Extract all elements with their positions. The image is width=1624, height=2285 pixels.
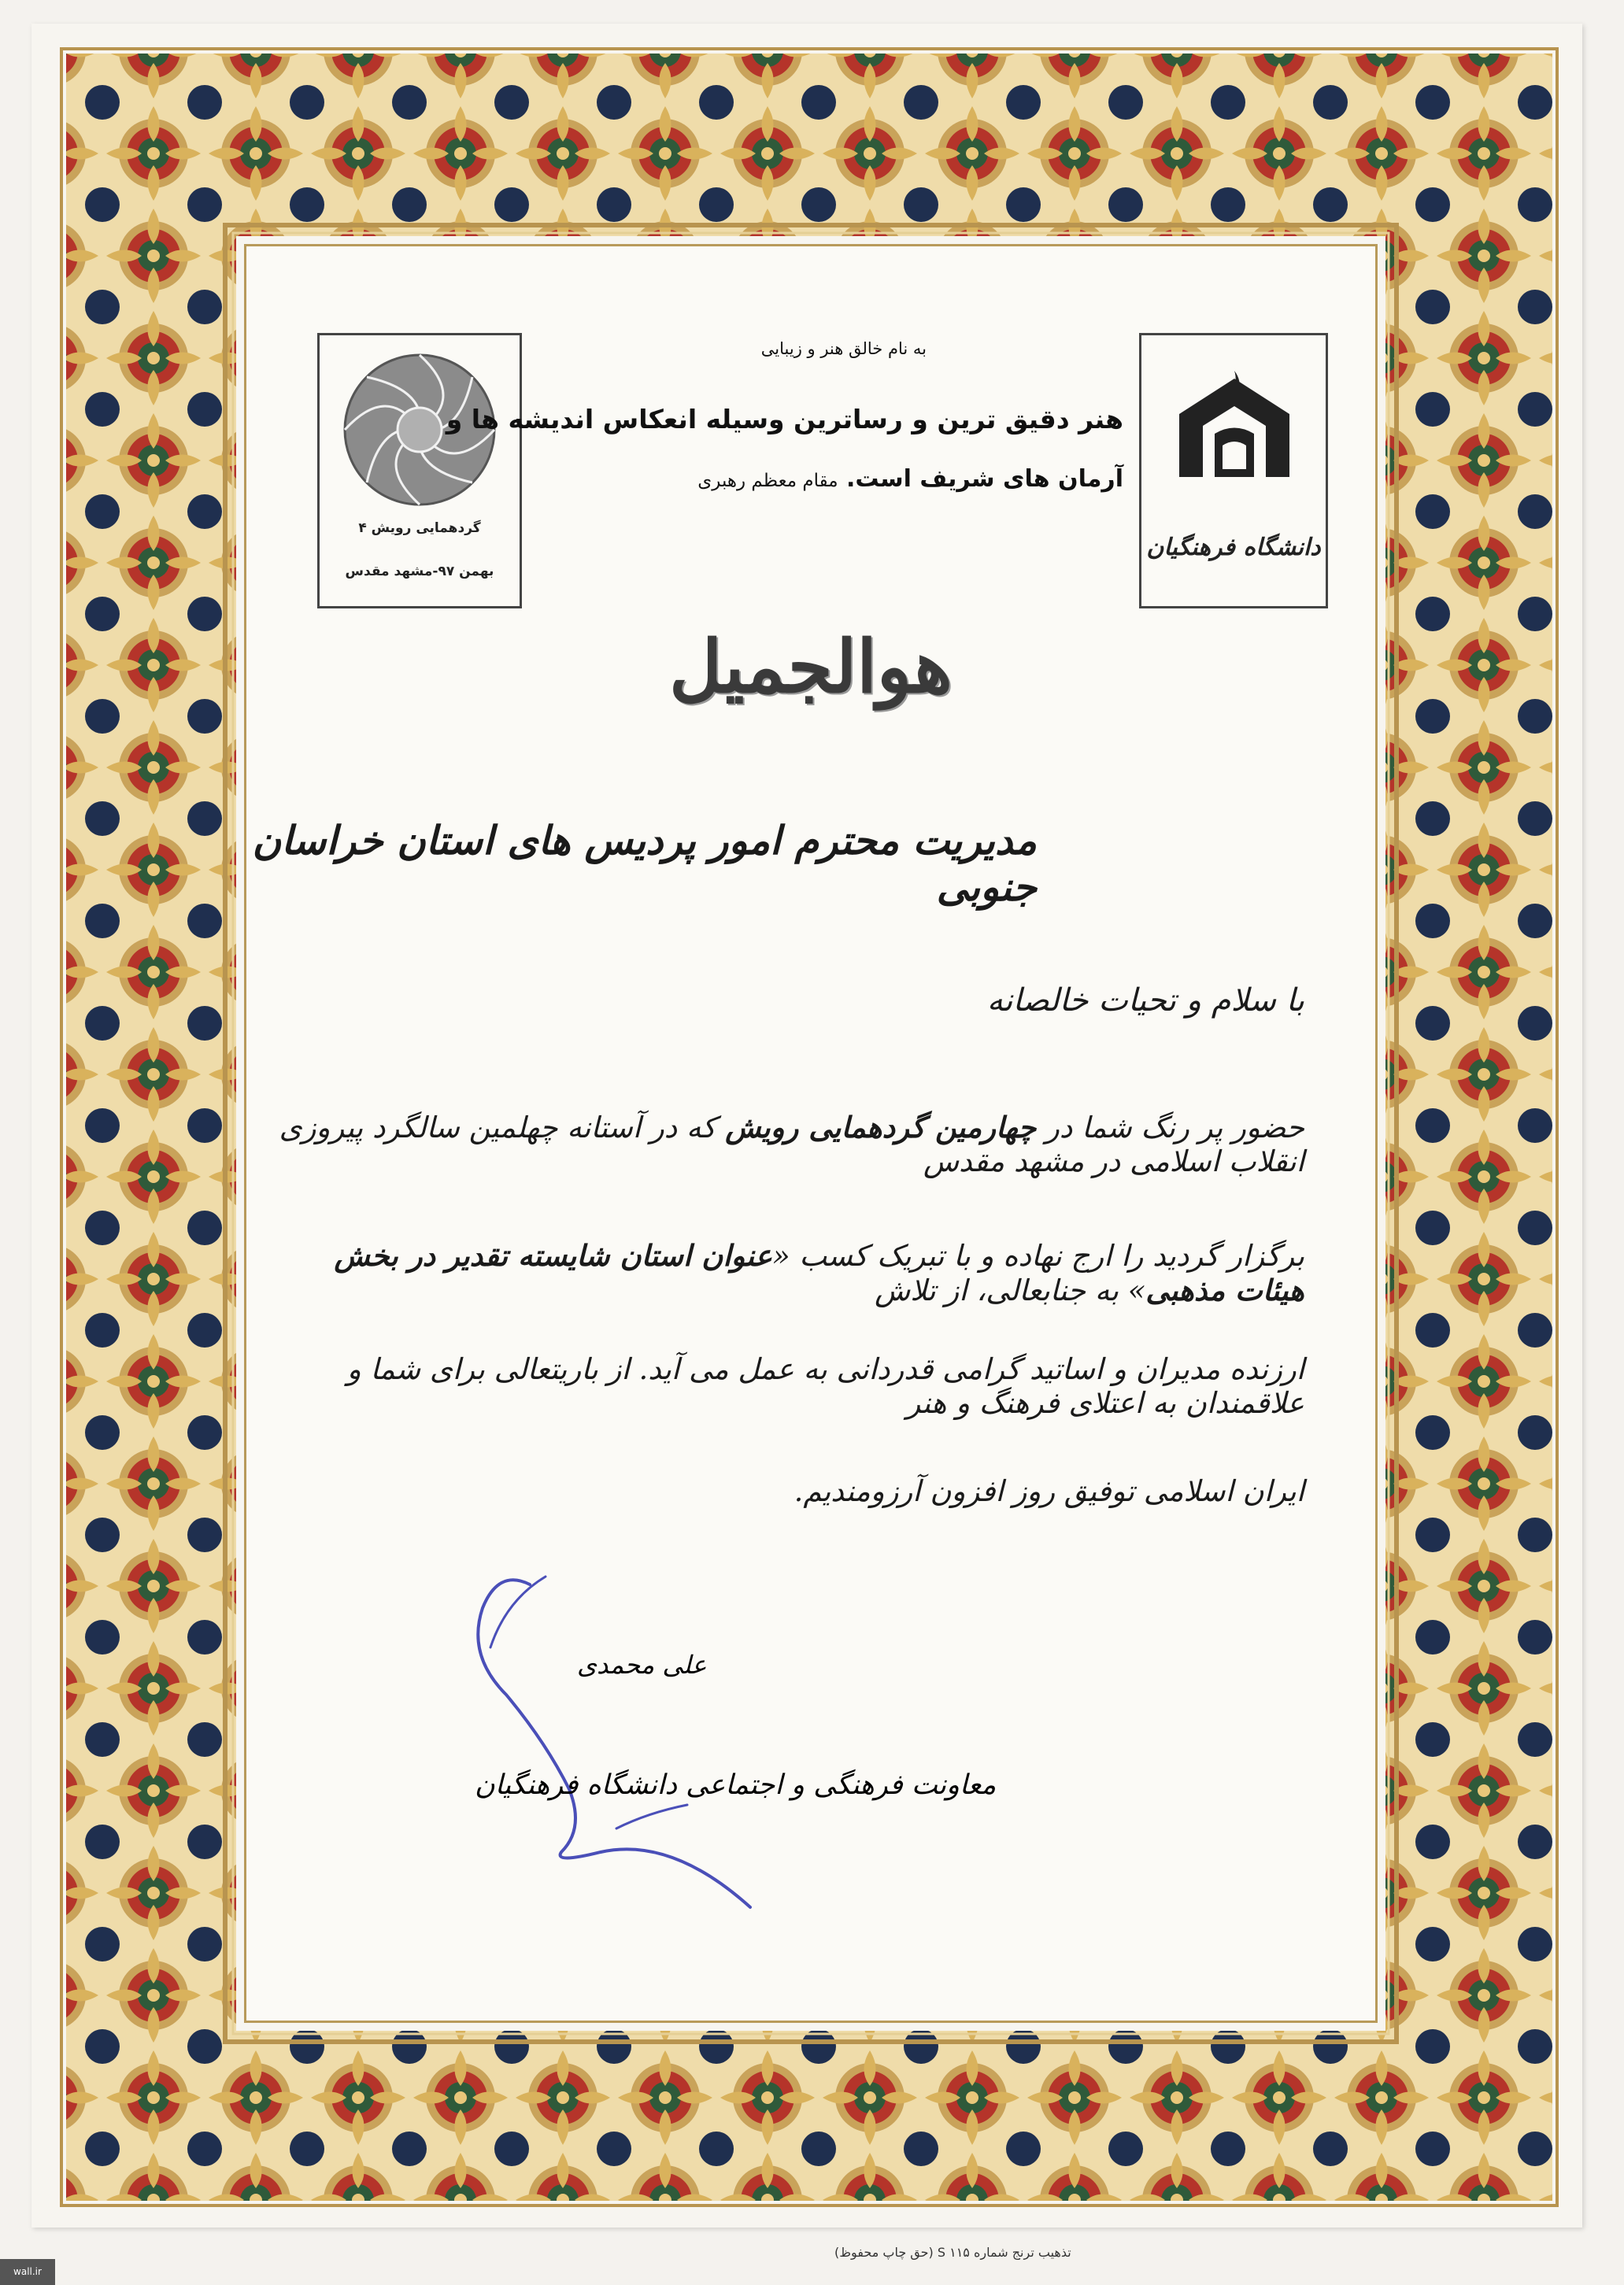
body-line-3: ارزنده مدیران و اساتید گرامی قدردانی به عمل می آید. از باریتعالی برای شما و علاقمندان به اعتلای فرهنگ و هنر	[346, 1352, 1304, 1420]
corner-watermark: wall.ir	[0, 2259, 55, 2285]
motto-line-2-text: آرمان های شریف است.	[846, 465, 1123, 493]
motto-line-1: هنر دقیق ترین و رساترین وسیله انعکاس اندیشه ها و	[446, 404, 1123, 434]
body-line-1-part-c: که در آستانه چهلمین سالگرد پیروزی انقلاب اسلامی در مشهد مقدس	[279, 1111, 1304, 1178]
body-line-2	[278, 1238, 1304, 1307]
event-name: چهارمین گردهمایی رویش	[725, 1110, 1037, 1144]
certificate-heading: هوالجمیل	[669, 624, 953, 709]
body-line-2-part-c: » به جنابعالی، از تلاش	[875, 1274, 1146, 1307]
farhangian-wordmark: دانشگاه فرهنگیان	[1146, 534, 1321, 561]
body-line-2-part-a: برگزار گردید را ارج نهاده و با تبریک کسب «	[772, 1239, 1304, 1273]
rooyesh-caption-title: گردهمایی رویش ۴	[358, 520, 481, 536]
handwritten-signature	[412, 1553, 766, 1915]
rooyesh-logo	[317, 333, 522, 608]
body-line-4: ایران اسلامی توفیق روز افزون آرزومندیم.	[794, 1474, 1304, 1508]
signer-title: معاونت فرهنگی و اجتماعی دانشگاه فرهنگیان	[475, 1769, 997, 1801]
body-line-1	[278, 1110, 1304, 1178]
farhangian-university-logo	[1139, 333, 1328, 608]
greeting-line: با سلام و تحیات خالصانه	[986, 982, 1304, 1019]
body-line-1-part-a: حضور پر رنگ شما در	[1036, 1111, 1304, 1144]
print-info: تذهیب ترنج شماره S ۱۱۵ (حق چاپ محفوظ)	[834, 2245, 1071, 2260]
award-title: عنوان استان شایسته تقدیر در بخش هیئات مذهبی	[334, 1238, 1304, 1307]
farhangian-emblem-icon	[1156, 359, 1313, 532]
motto-attribution: مقام معظم رهبری	[697, 471, 838, 491]
signer-name: علی محمدی	[577, 1650, 707, 1680]
certificate-content-area	[244, 244, 1378, 2023]
invocation-text: به نام خالق هنر و زیبایی	[760, 339, 927, 358]
motto-line-2	[697, 465, 1123, 493]
recipient-line: مدیریت محترم امور پردیس های استان خراسان جنوبی	[252, 817, 1037, 910]
rooyesh-caption-date: بهمن ۹۷-مشهد مقدس	[345, 564, 494, 579]
